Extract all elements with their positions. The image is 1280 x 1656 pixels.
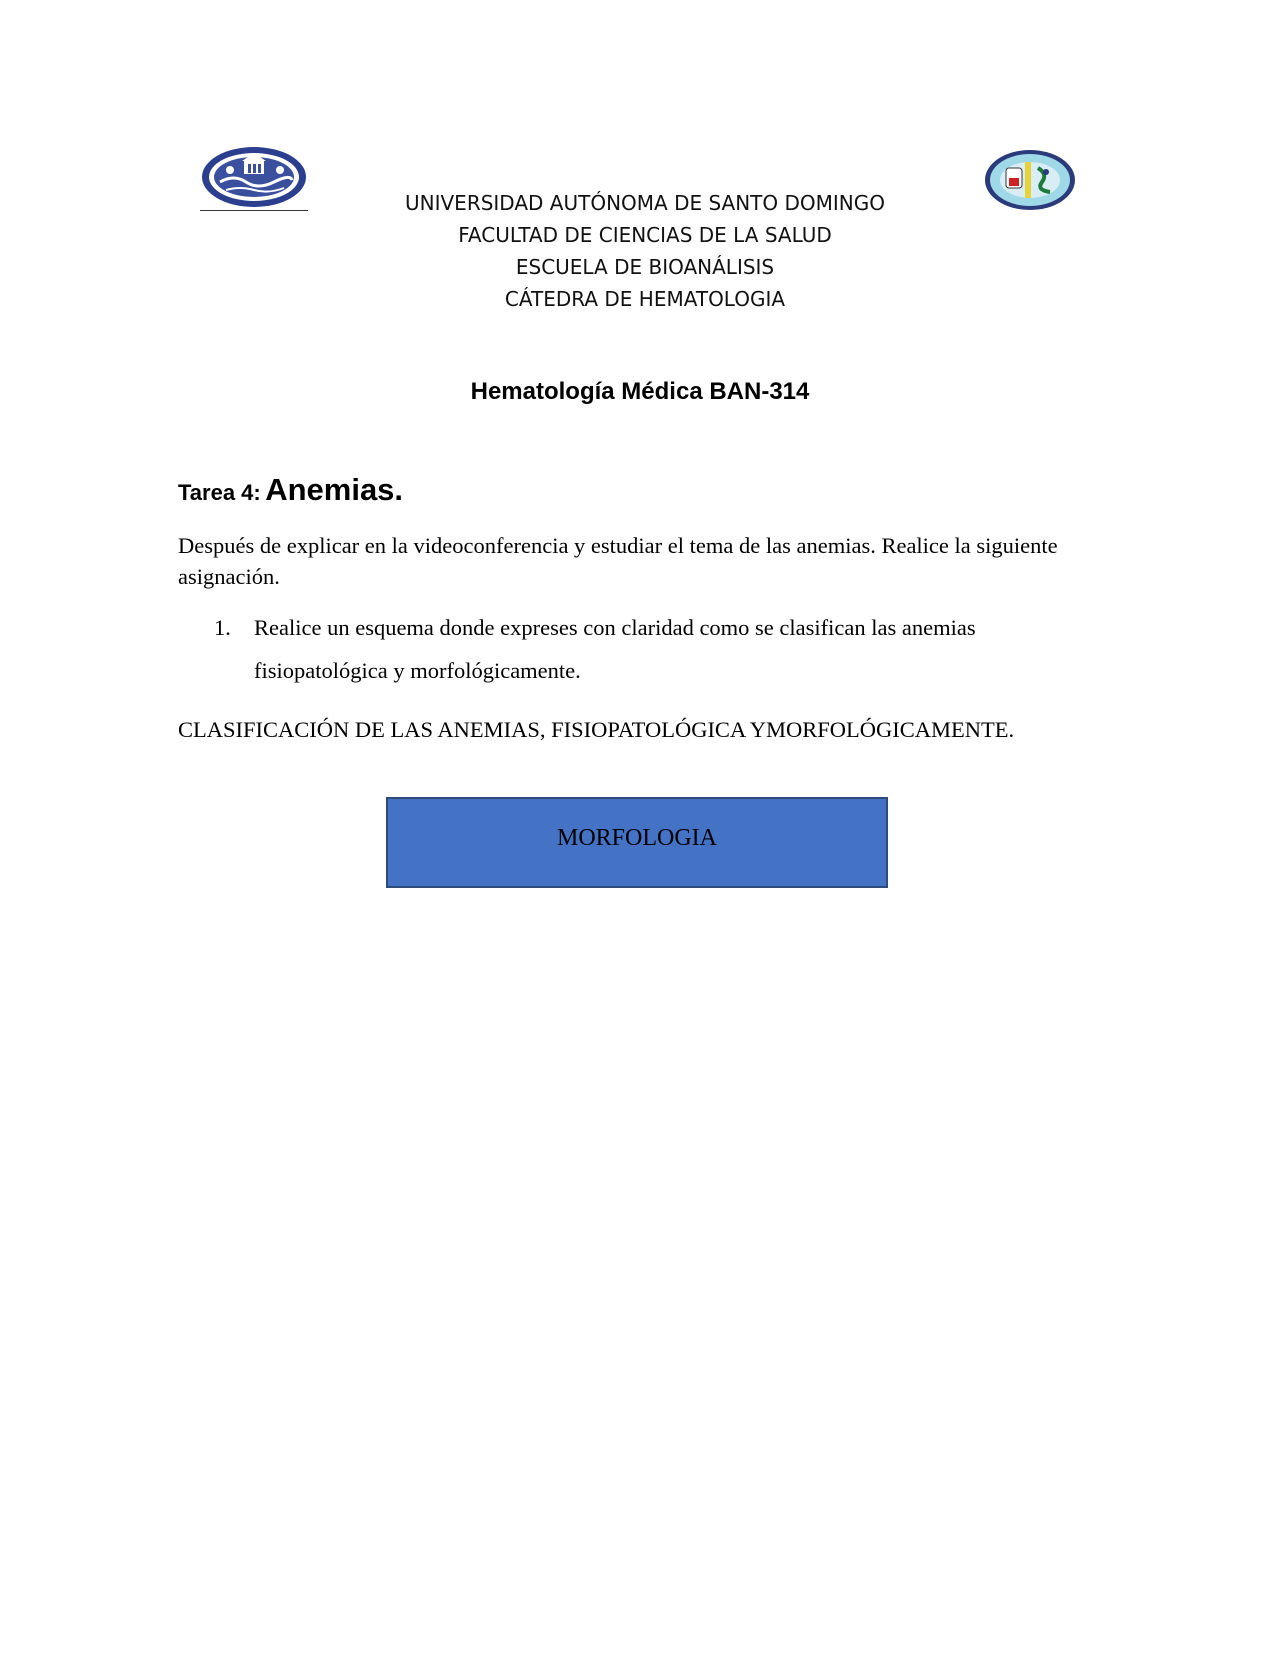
morphology-box-label: MORFOLOGIA [556,825,717,851]
institution-header [300,187,990,315]
task-heading [178,472,403,508]
task-topic: Anemias. [265,472,404,507]
faculty-name: FACULTAD DE CIENCIAS DE LA SALUD [458,223,832,247]
school-name: ESCUELA DE BIOANÁLISIS [515,255,775,279]
list-item-number: 1. [214,615,231,640]
list-item [178,606,1078,692]
instructions-paragraph: Después de explicar en la videoconferencia y estudiar el tema de las anemias. Realice la siguiente asignación. [178,533,1058,589]
section-title: CLASIFICACIÓN DE LAS ANEMIAS, FISIOPATOLÓGICA YMORFOLÓGICAMENTE. [178,717,1015,742]
bioanalisis-school-seal-icon [984,148,1076,212]
university-name: UNIVERSIDAD AUTÓNOMA DE SANTO DOMINGO [405,191,885,215]
chair-name: CÁTEDRA DE HEMATOLOGIA [504,287,786,311]
logo-underline [200,210,308,211]
morphology-box [386,797,888,888]
course-title: Hematología Médica BAN-314 [470,378,810,405]
list-item-text: Realice un esquema donde expreses con claridad como se clasifican las anemias fisiopatológica y morfológicamente. [254,615,976,683]
task-prefix: Tarea 4: [178,480,261,505]
uasd-seal-icon [200,146,308,212]
